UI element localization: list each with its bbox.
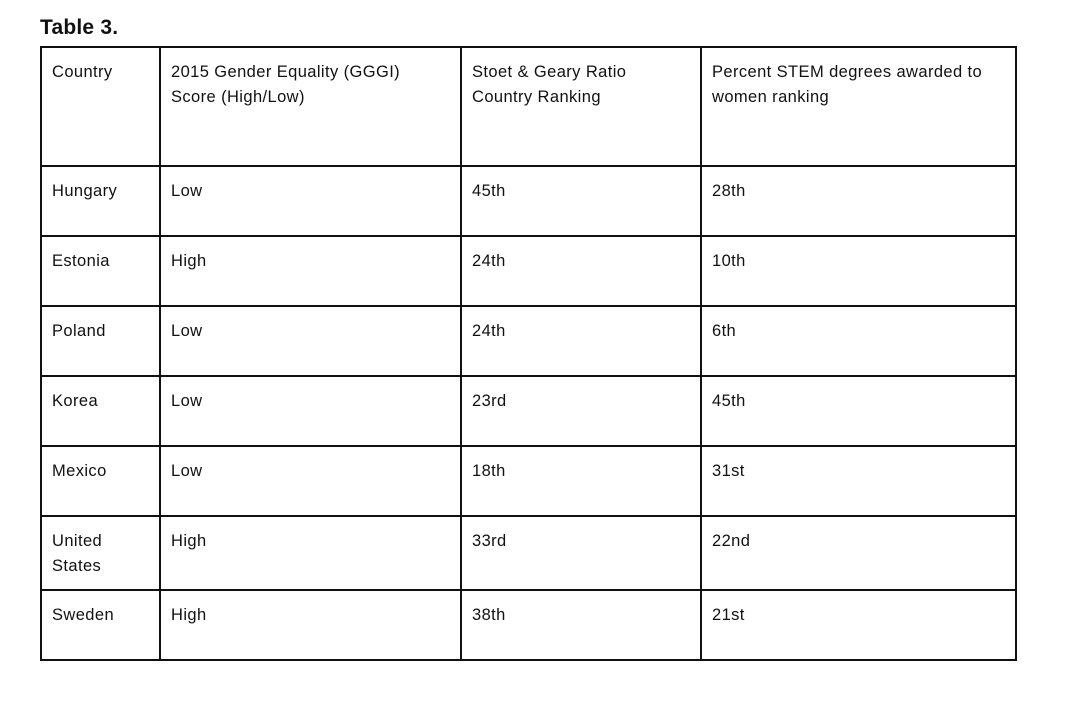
cell-stoet-geary-ranking: 18th: [461, 446, 701, 516]
table-row: [41, 446, 1016, 516]
header-country: Country: [41, 47, 160, 166]
cell-country: Poland: [41, 306, 160, 376]
table-row: [41, 376, 1016, 446]
cell-stoet-geary-ranking: 24th: [461, 306, 701, 376]
cell-stem-degrees-ranking: 22nd: [701, 516, 1016, 590]
header-stem-degrees-ranking: Percent STEM degrees awarded to women ranking: [701, 47, 1016, 166]
cell-gggi-score: Low: [160, 446, 461, 516]
cell-country: United States: [41, 516, 160, 590]
cell-stem-degrees-ranking: 45th: [701, 376, 1016, 446]
cell-stoet-geary-ranking: 24th: [461, 236, 701, 306]
table-row: [41, 516, 1016, 590]
cell-stem-degrees-ranking: 21st: [701, 590, 1016, 660]
cell-gggi-score: High: [160, 590, 461, 660]
cell-stem-degrees-ranking: 10th: [701, 236, 1016, 306]
cell-gggi-score: Low: [160, 306, 461, 376]
cell-stem-degrees-ranking: 28th: [701, 166, 1016, 236]
cell-gggi-score: Low: [160, 166, 461, 236]
cell-gggi-score: High: [160, 236, 461, 306]
header-gggi-score: 2015 Gender Equality (GGGI) Score (High/Low): [160, 47, 461, 166]
cell-stoet-geary-ranking: 45th: [461, 166, 701, 236]
cell-stem-degrees-ranking: 31st: [701, 446, 1016, 516]
table-row: [41, 306, 1016, 376]
data-table: [40, 46, 1017, 661]
table-row: [41, 236, 1016, 306]
cell-stoet-geary-ranking: 23rd: [461, 376, 701, 446]
cell-country: Mexico: [41, 446, 160, 516]
cell-country: Sweden: [41, 590, 160, 660]
cell-country: Hungary: [41, 166, 160, 236]
cell-stem-degrees-ranking: 6th: [701, 306, 1016, 376]
cell-gggi-score: Low: [160, 376, 461, 446]
cell-stoet-geary-ranking: 38th: [461, 590, 701, 660]
cell-stoet-geary-ranking: 33rd: [461, 516, 701, 590]
table-title: Table 3.: [40, 16, 119, 39]
cell-gggi-score: High: [160, 516, 461, 590]
cell-country: Korea: [41, 376, 160, 446]
cell-country: Estonia: [41, 236, 160, 306]
table-row: [41, 590, 1016, 660]
table-row: [41, 166, 1016, 236]
header-stoet-geary-ranking: Stoet & Geary Ratio Country Ranking: [461, 47, 701, 166]
table-header-row: [41, 47, 1016, 166]
